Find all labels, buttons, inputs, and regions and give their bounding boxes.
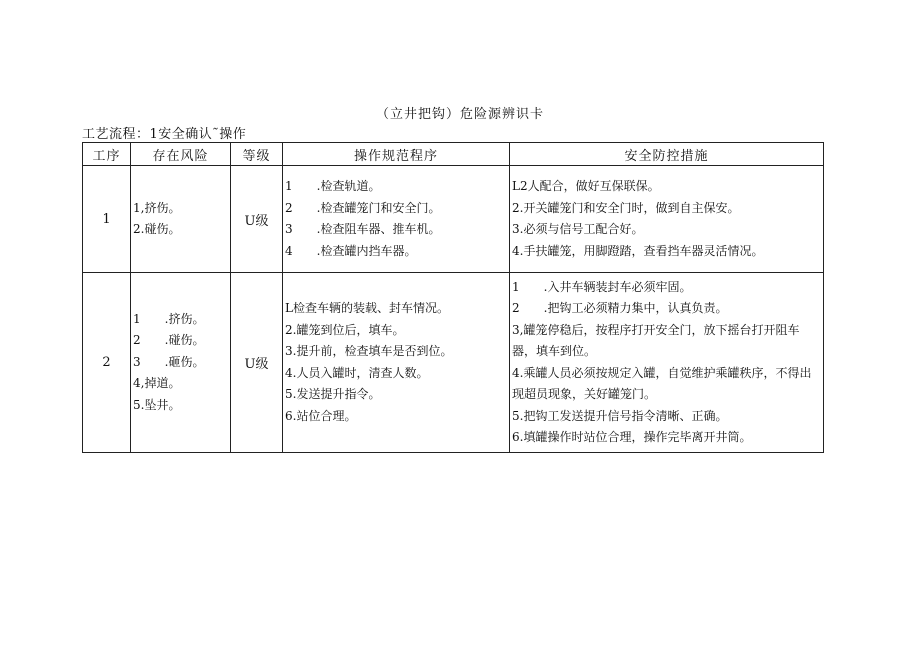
procedure-item: 5.发送提升指令。 [285, 387, 381, 401]
risk-item: 2 .碰伤。 [133, 333, 205, 348]
procedure-item: 1 .检查轨道。 [285, 179, 381, 193]
measure-item: 2 .把钩工必须精力集中，认真负责。 [512, 301, 728, 315]
risk-item: 4,掉道。 [133, 376, 181, 391]
measure-item: 5.把钩工发送提升信号指令清晰、正确。 [512, 408, 728, 423]
measure-item: 3.必须与信号工配合好。 [512, 222, 644, 236]
procedure-cell [283, 273, 510, 453]
risk-item: 2.碰伤。 [133, 222, 181, 236]
procedure-item: L检查车辆的装载、封车情况。 [285, 301, 449, 315]
procedure-item: 4.人员入罐时，清查人数。 [285, 365, 429, 380]
header-measures: 安全防控措施 [510, 143, 824, 166]
measure-item: 3,罐笼停稳后，按程序打开安全门，放下摇台打开阻车器，填车到位。 [512, 322, 800, 358]
measure-item: 1 .入井车辆装封车必须牢固。 [512, 279, 692, 294]
risk-item: 1 .挤伤。 [133, 311, 205, 326]
measure-item: 6.填罐操作时站位合理，操作完毕离开井筒。 [512, 430, 752, 444]
procedure-item: 2.罐笼到位后，填车。 [285, 322, 405, 337]
table-row [83, 166, 824, 273]
measure-item: L2人配合，做好互保联保。 [512, 179, 660, 193]
measure-cell [510, 273, 824, 453]
process-flow-label: 工艺流程：1安全确认˜操作 [82, 127, 247, 142]
measure-item: 4.乘罐人员必须按规定入罐，自觉维护乘罐秩序，不得出现超员现象，关好罐笼门。 [512, 365, 812, 401]
step-cell: 2 [83, 273, 131, 453]
header-level: 等级 [231, 143, 283, 166]
risk-item: 1,挤伤。 [133, 200, 181, 215]
table-header-row [83, 143, 824, 166]
measure-item: 4.手扶罐笼，用脚蹬踏，查看挡车器灵活情况。 [512, 243, 764, 258]
table-row [83, 273, 824, 453]
risk-cell [131, 273, 231, 453]
procedure-item: 2 .检查罐笼门和安全门。 [285, 200, 441, 215]
header-step: 工序 [83, 143, 131, 166]
measure-cell [510, 166, 824, 273]
measure-item: 2.开关罐笼门和安全门时，做到自主保安。 [512, 200, 740, 215]
risk-cell [131, 166, 231, 273]
page-title: （立井把钩）危险源辨识卡 [375, 107, 544, 122]
procedure-item: 6.站位合理。 [285, 408, 357, 423]
procedure-item: 3.提升前，检查填车是否到位。 [285, 344, 453, 358]
header-risk: 存在风险 [131, 143, 231, 166]
risk-item: 5.坠井。 [133, 397, 181, 412]
procedure-item: 4 .检查罐内挡车器。 [285, 243, 417, 258]
hazard-table [82, 142, 824, 453]
procedure-item: 3 .检查阻车器、推车机。 [285, 222, 441, 236]
procedure-cell [283, 166, 510, 273]
level-cell: U级 [231, 273, 283, 453]
step-cell: 1 [83, 166, 131, 273]
risk-item: 3 .砸伤。 [133, 354, 205, 369]
level-cell: U级 [231, 166, 283, 273]
header-procedure: 操作规范程序 [283, 143, 510, 166]
